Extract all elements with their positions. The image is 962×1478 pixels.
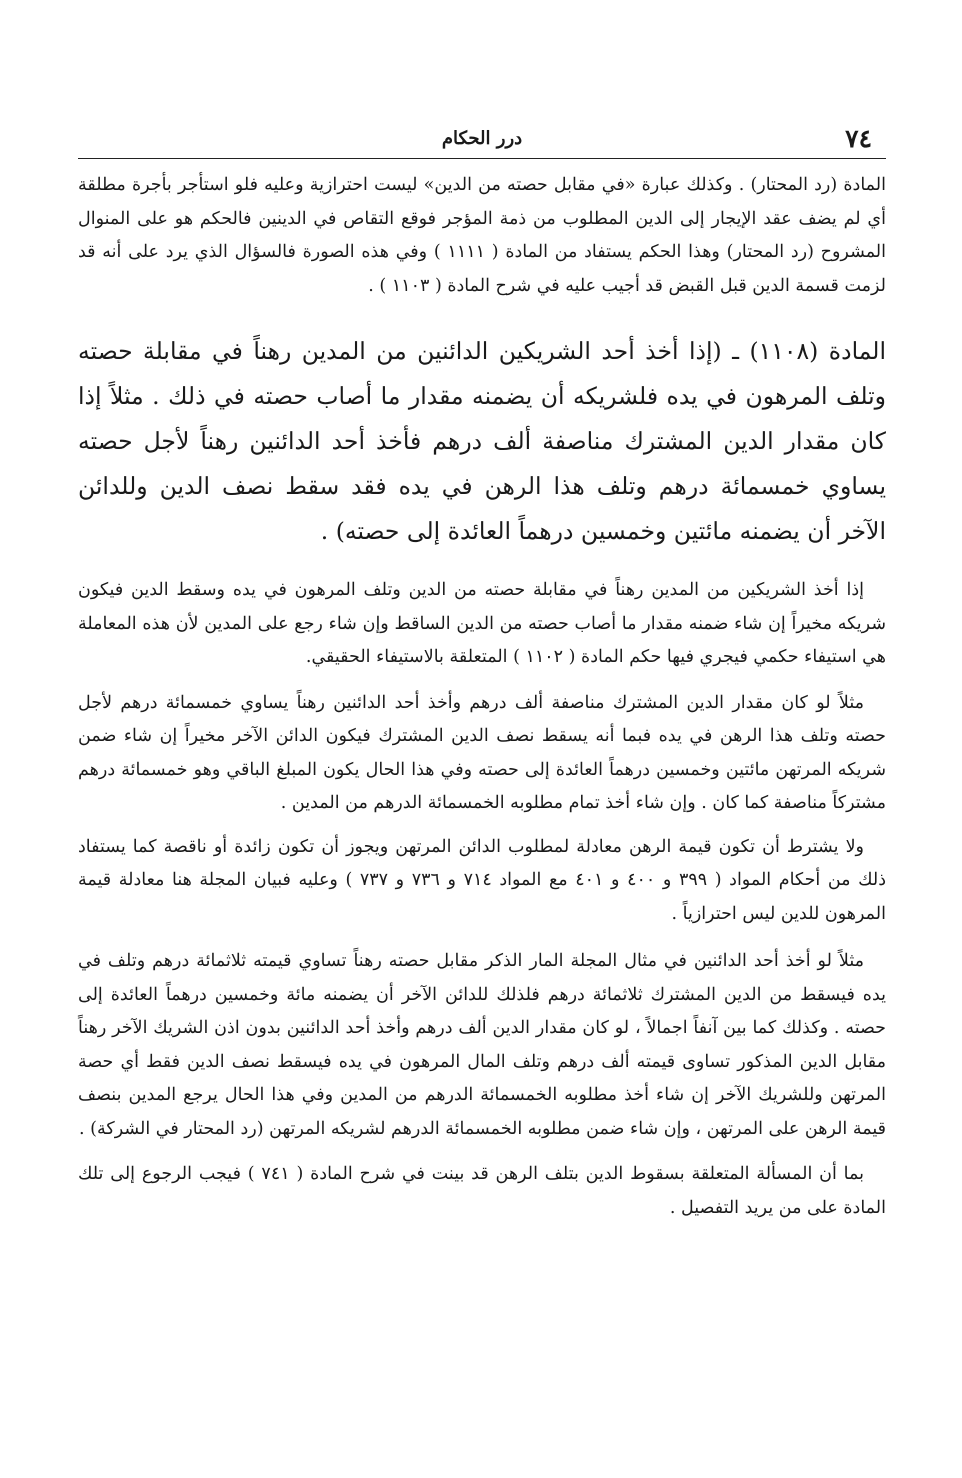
commentary-paragraph xyxy=(78,831,886,932)
article-text: المادة (١١٠٨) ـ (إذا أخذ أحد الشريكين الدائنين من المدين رهناً في مقابلة حصته وتلف المرهون في يده فلشريكه أن يضمنه مقدار ما أصاب حصته في ذلك . مثلاً إذا كان مقدار الدين المشترك مناصفة ألف درهم فأخذ أحد الدائنين رهناً لأجل حصته يساوي خمسمائة درهم وتلف هذا الرهن في يده فقد سقط نصف الدين وللدائن الآخر أن يضمنه مائتين وخمسين درهماً العائدة إلى حصته) . xyxy=(78,337,886,545)
commentary-paragraph xyxy=(78,945,886,1146)
intro-paragraph xyxy=(78,169,886,303)
intro-text: المادة (رد المحتار) . وكذلك عبارة «في مقابل حصته من الدين» ليست احترازية وعليه فلو استأجر بأجرة مطلقة أي لم يضف عقد الإيجار إلى الدين المطلوب من ذمة المؤجر فوقع التقاص في الدينين فالحكم هو على المنوال المشروح (رد المحتار) وهذا الحكم يستفاد من المادة ( ١١١١ ) وفي هذه الصورة فالسؤال الذي يرد على أنه قد لزمت قسمة الدين قبل القبض قد أجيب عليه في شرح المادة ( ١١٠٣ ) . xyxy=(78,175,887,296)
paragraph-text: إذا أخذ الشريكين من المدين رهناً في مقابلة حصته من الدين وتلف المرهون في يده وسقط الدين فيكون شريكه مخيراً إن شاء ضمنه مقدار ما أصاب حصته من الدين الساقط وإن شاء رجع على المدين لأن هذه المعاملة هي استيفاء حكمي فيجري فيها حكم المادة ( ١١٠٢ ) المتعلقة بالاستيفاء الحقيقي. xyxy=(78,580,886,667)
article-1108 xyxy=(78,329,886,554)
page-header xyxy=(78,118,886,159)
book-page xyxy=(78,118,886,1225)
page-number: ٧٤ xyxy=(845,124,872,153)
paragraph-text: مثلاً لو كان مقدار الدين المشترك مناصفة ألف درهم وأخذ أحد الدائنين رهناً يساوي خمسمائة درهم لأجل حصته وتلف هذا الرهن في يده فبما أنه يسقط نصف الدين المشترك فيكون الدائن الآخر مخيراً إن شاء ضمن شريكه المرتهن مائتين وخمسين درهماً العائدة إلى حصته وفي هذا الحال يكون المبلغ الباقي وهو خمسمائة درهم مشتركاً مناصفة كما كان . وإن شاء أخذ تمام مطلوبه الخمسمائة الدرهم من المدين . xyxy=(78,692,886,813)
commentary-paragraph xyxy=(78,1158,886,1225)
paragraph-text: ولا يشترط أن تكون قيمة الرهن معادلة لمطلوب الدائن المرتهن ويجوز أن تكون زائدة أو ناقصة كما يستفاد ذلك من أحكام المواد ( ٣٩٩ و ٤٠٠ و ٤٠١ مع المواد ٧١٤ و ٧٣٦ و ٧٣٧ ) وعليه فبيان المجلة هنا معادلة قيمة المرهون للدين ليس احترازياً . xyxy=(78,836,887,924)
paragraph-text: بما أن المسألة المتعلقة بسقوط الدين بتلف الرهن قد بينت في شرح المادة ( ٧٤١ ) فيجب الرجوع إلى تلك المادة على من يريد التفصيل . xyxy=(78,1164,886,1218)
paragraph-text: مثلاً لو أخذ أحد الدائنين في مثال المجلة المار الذكر مقابل حصته رهناً تساوي قيمته ثلاثمائة درهم وتلف في يده فيسقط من الدين المشترك ثلاثمائة درهم فلذلك للدائن الآخر أن يضمنه مائة وخمسين درهماً العائدة إلى حصته . وكذلك كما بين آنفاً اجمالاً ، لو كان مقدار الدين ألف درهم وأخذ أحد الدائنين بدون اذن الشريك الآخر رهناً مقابل الدين المذكور تساوى قيمته ألف درهم وتلف المال المرهون في يده فيسقط نصف الدين فقط أي حصة المرتهن وللشريك الآخر إن شاء أخذ مطلوبه الخمسمائة الدرهم من المدين وفي هذا الحال يرجع المدين بنصف قيمة الرهن على المرتهن ، وإن شاء ضمن مطلوبه الخمسمائة الدرهم لشريكه المرتهن (رد المحتار في الشركة) . xyxy=(78,951,887,1139)
commentary-paragraph xyxy=(78,687,886,821)
commentary-paragraph xyxy=(78,574,886,675)
running-title: درر الحكام xyxy=(441,128,523,149)
